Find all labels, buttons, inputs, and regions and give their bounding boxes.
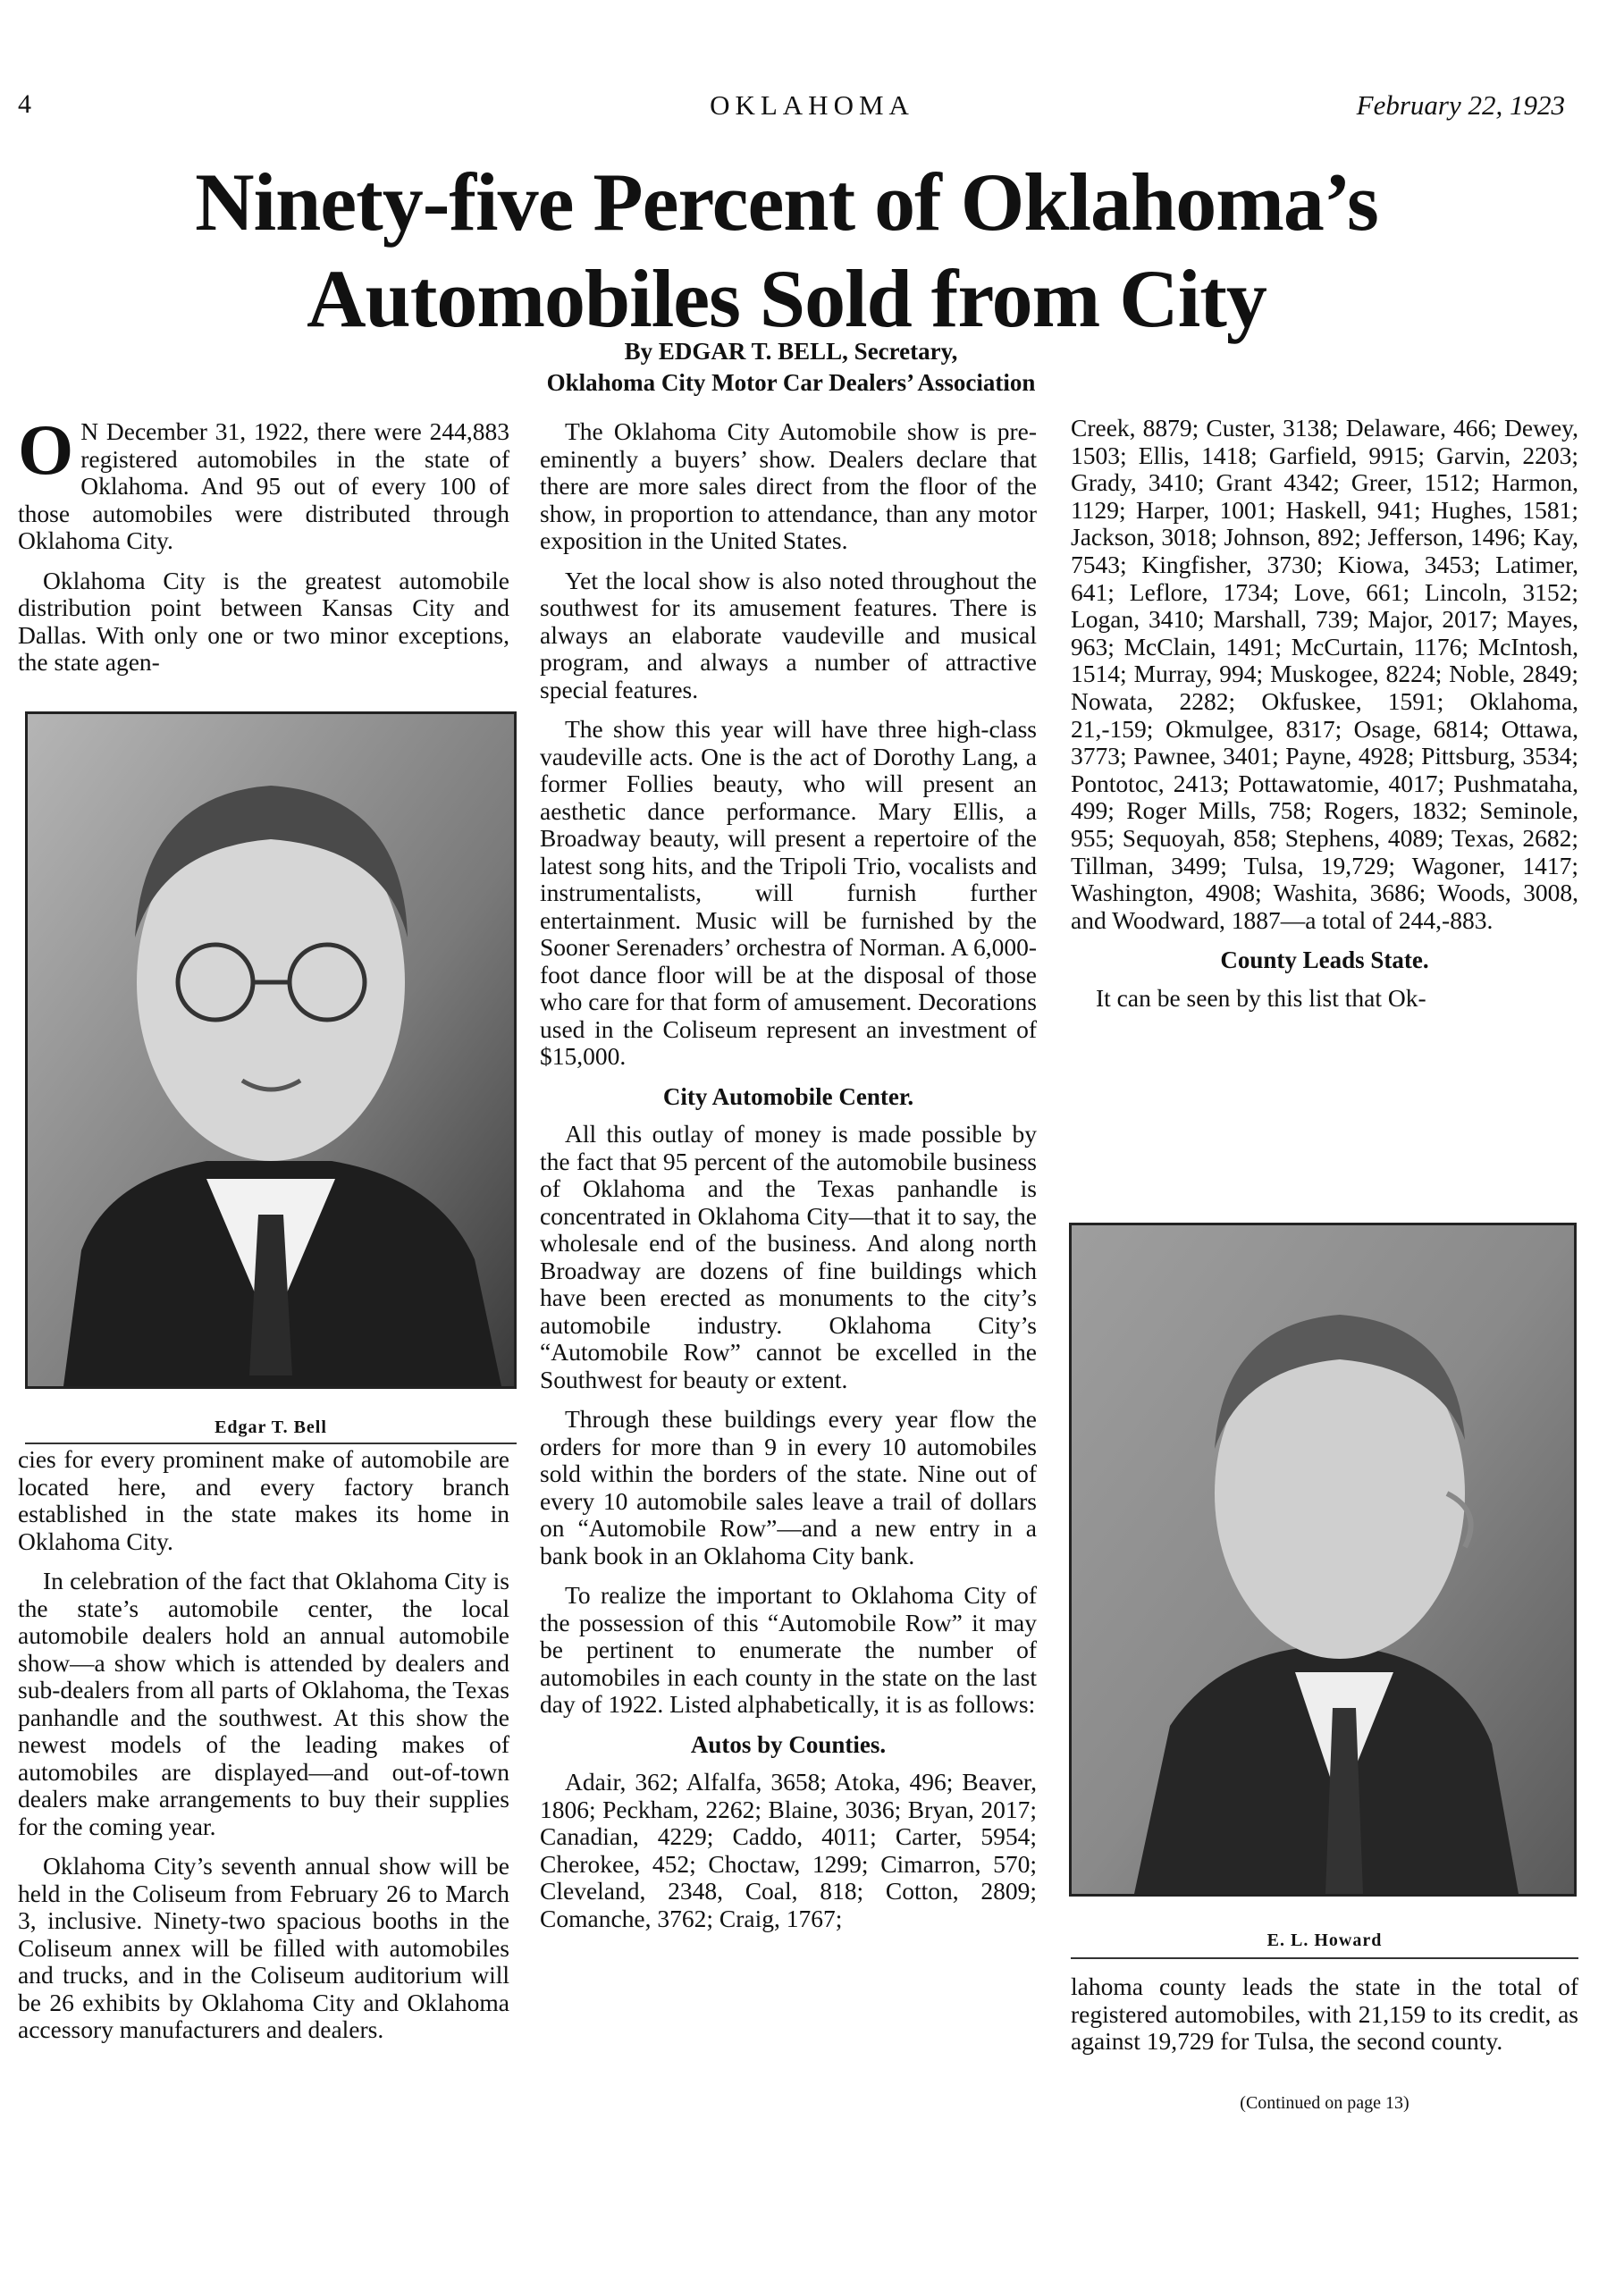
caption-rule <box>1071 1957 1578 1959</box>
continued-note: (Continued on page 13) <box>1240 2093 1409 2113</box>
byline <box>0 336 1582 399</box>
photo-caption-2: E. L. Howard <box>1266 1930 1383 1950</box>
portrait-illustration <box>1072 1225 1574 1894</box>
paragraph: All this outlay of money is made possible by the fact that 95 percent of the automobile business of Oklahoma and the Texas panhandle is concentrated in Oklahoma City—that it to say, the wholesale end of the business. And along north Broadway are dozens of fine buildings which have been erected as monuments to the city’s automobile industry. Oklahoma City’s “Automobile Row” cannot be excelled in the Southwest for beauty or extent. <box>540 1120 1037 1393</box>
portrait-photo-edgar-bell <box>25 711 517 1389</box>
subheading: County Leads State. <box>1220 946 1429 974</box>
column-1-top <box>18 411 509 689</box>
subheading: Autos by Counties. <box>690 1730 887 1758</box>
caption-rule <box>25 1443 517 1444</box>
opening-paragraph <box>18 411 509 555</box>
headline-line-1: Ninety-five Percent of Oklahoma’s <box>195 156 1378 248</box>
column-2 <box>540 418 1037 1945</box>
subheading: City Automobile Center. <box>662 1082 914 1110</box>
running-head: OKLAHOMA <box>710 89 914 121</box>
county-list-continued: Creek, 8879; Custer, 3138; Delaware, 466; Dewey, 1503; Ellis, 1418; Garfield, 9915; Garvin, 2203; Grady, 3410; Grant 4342; Greer, 1512; Harmon, 1129; Harper, 1001; Haskell, 941; Hughes, 1581; Jackson, 3018; Johnson, 892; Jefferson, 1496; Kay, 7543; Kingfisher, 3730; Kiowa, 3453; Latimer, 641; Leflore, 1734; Love, 661; Lincoln, 3152; Logan, 3410; Marshall, 739; Major, 2017; Mayes, 963; McClain, 1491; McCurtain, 1176; McIntosh, 1514; Murray, 994; Muskogee, 8224; Noble, 2849; Nowata, 2282; Okfuskee, 1591; Oklahoma, 21,-159; Okmulgee, 8317; Osage, 6814; Ottawa, 3773; Pawnee, 3401; Payne, 4928; Pittsburg, 3534; Pontotoc, 2413; Pottawatomie, 4017; Pushmataha, 499; Roger Mills, 758; Rogers, 1832; Seminole, 955; Sequoyah, 858; Stephens, 4089; Texas, 2682; Tillman, 3499; Tulsa, 19,729; Wagoner, 1417; Washington, 4908; Washita, 3686; Woods, 3008, and Woodward, 1887—a total of 244,-883. <box>1071 414 1578 934</box>
paragraph: cies for every prominent make of automobile are located here, and every factory branch established in the state makes its home in Oklahoma City. <box>18 1445 509 1555</box>
byline-line-2: Oklahoma City Motor Car Dealers’ Association <box>546 369 1036 396</box>
paragraph: Through these buildings every year flow the orders for more than 9 in every 10 automobiles sold within the borders of the state. Nine out of every 10 automobile sales leave a trail of dollars on “Automobile Row”—and a new entry in a bank book in an Oklahoma City bank. <box>540 1405 1037 1569</box>
paragraph: Oklahoma City is the greatest automobile distribution point between Kansas City and Dallas. With only one or two minor exceptions, the state agen- <box>18 566 509 676</box>
drop-cap: O <box>18 411 74 490</box>
photo-caption-1: Edgar T. Bell <box>215 1417 327 1437</box>
page-number: 4 <box>18 89 31 119</box>
paragraph: To realize the important to Oklahoma City of the possession of this “Automobile Row” it may be pertinent to enumerate the number of automobiles in each county in the state on the last day of 1922. Listed alphabetically, it is as follows: <box>540 1581 1037 1718</box>
byline-line-1: By EDGAR T. BELL, Secretary, <box>624 338 958 365</box>
column-1-bottom <box>18 1446 509 2057</box>
portrait-photo-el-howard <box>1069 1223 1577 1897</box>
column-3-bottom <box>1071 1973 1578 2068</box>
paragraph: The show this year will have three high-class vaudeville acts. One is the act of Dorothy Lang, a former Follies beauty, who will present an aesthetic dance performance. Mary Ellis, a Broadway beauty, will present a repertoire of the latest song hits, and the Tripoli Trio, vocalists and instrumentalists, will furnish further entertainment. Music will be furnished by the Sooner Serenaders’ orchestra of Norman. A 6,000-foot dance floor will be at the disposal of those who care for that form of amusement. Decorations used in the Coliseum represent an investment of $15,000. <box>540 715 1037 1070</box>
paragraph: Oklahoma City’s seventh annual show will be held in the Coliseum from February 26 to March 3, inclusive. Ninety-two spacious booths in the Coliseum annex will be filled with automobiles and trucks, and in the Coliseum auditorium will be 26 exhibits by Oklahoma City and Oklahoma accessory manufacturers and dealers. <box>18 1852 509 2043</box>
paragraph: The Oklahoma City Automobile show is pre-eminently a buyers’ show. Dealers declare that there are more sales direct from the floor of the show, in proportion to attendance, than any motor exposition in the United States. <box>540 417 1037 554</box>
paragraph: lahoma county leads the state in the total of registered automobiles, with 21,159 to its credit, as against 19,729 for Tulsa, the second county. <box>1071 1973 1578 2056</box>
county-list-start: Adair, 362; Alfalfa, 3658; Atoka, 496; Beaver, 1806; Peckham, 2262; Blaine, 3036; Bryan, 2017; Canadian, 4229; Caddo, 4011; Carter, 5954; Cherokee, 452; Choctaw, 1299; Cimarron, 570; Cleveland, 2348, Coal, 818; Cotton, 2809; Comanche, 3762; Craig, 1767; <box>540 1768 1037 1932</box>
headline <box>0 154 1573 347</box>
column-3-top <box>1071 415 1578 1024</box>
issue-date: February 22, 1923 <box>1356 89 1565 121</box>
paragraph: Yet the local show is also noted throughout the southwest for its amusement features. There is always an elaborate vaudeville and musical program, and always a number of attractive special features. <box>540 566 1037 703</box>
portrait-illustration <box>28 714 514 1386</box>
headline-line-2: Automobiles Sold from City <box>307 253 1266 344</box>
opening-text: N December 31, 1922, there were 244,883 registered automobiles in the state of Oklahoma. And 95 out of every 100 of those automobiles were distributed through Oklahoma City. <box>18 417 509 554</box>
paragraph: It can be seen by this list that Ok- <box>1096 983 1426 1012</box>
paragraph: In celebration of the fact that Oklahoma City is the state’s automobile center, the local automobile dealers hold an annual automobile show—a show which is attended by dealers and sub-dealers from all parts of Oklahoma, the Texas panhandle and the southwest. At this show the newest models of the leading makes of automobiles are displayed—and out-of-town dealers make arrangements to buy their supplies for the coming year. <box>18 1567 509 1840</box>
